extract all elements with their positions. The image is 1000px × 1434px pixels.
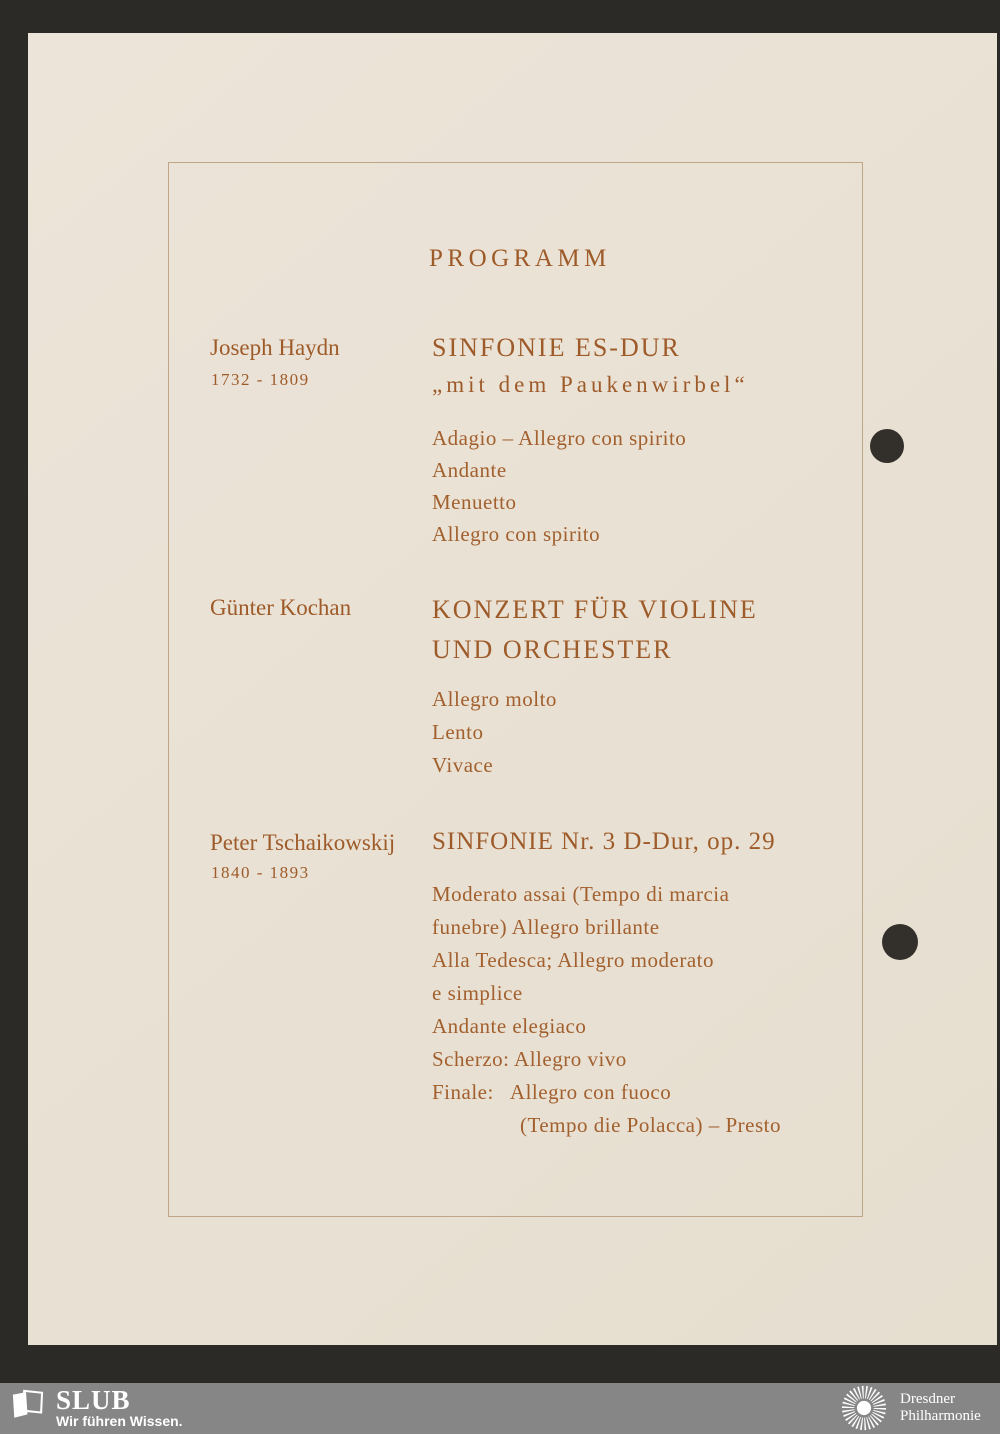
philharmonie-name (900, 1391, 981, 1425)
movement-line: Adagio – Allegro con spirito (432, 426, 687, 450)
punch-hole (882, 924, 918, 960)
punch-hole (870, 429, 904, 463)
philharmonie-name-line: Dresdner (900, 1391, 955, 1407)
program-page-scan (28, 33, 997, 1345)
movement-line: Lento (432, 720, 484, 744)
slub-logo[interactable] (10, 1386, 183, 1429)
movement-line: funebre) Allegro brillante (432, 915, 660, 939)
movement-line: Alla Tedesca; Allegro moderato (432, 948, 714, 972)
movement-line: (Tempo die Polacca) – Presto (520, 1113, 781, 1137)
work-title-line: KONZERT FÜR VIOLINE (432, 595, 758, 624)
movement-line: e simplice (432, 981, 523, 1005)
movement-line: Menuetto (432, 490, 517, 514)
slub-wordmark: SLUB (56, 1385, 131, 1415)
movement-list (432, 422, 686, 550)
work-title (432, 328, 749, 402)
program-heading: PROGRAMM (429, 245, 611, 272)
movement-list (432, 683, 557, 782)
movement-line: Allegro con spirito (432, 522, 601, 546)
slub-tagline: Wir führen Wissen. (56, 1413, 183, 1429)
composer-name: Günter Kochan (210, 595, 352, 620)
philharmonie-logo[interactable] (840, 1384, 981, 1432)
slub-text (56, 1386, 183, 1429)
movement-line: Vivace (432, 753, 494, 777)
movement-line: Moderato assai (Tempo di marcia (432, 882, 730, 906)
composer-dates: 1732 - 1809 (211, 370, 310, 389)
movement-line: Finale: Allegro con fuoco (432, 1080, 672, 1104)
work-title (432, 590, 758, 670)
composer-dates: 1840 - 1893 (211, 863, 310, 882)
work-title-line: SINFONIE ES-DUR (432, 333, 681, 362)
composer-name: Joseph Haydn (210, 335, 340, 360)
movement-line: Allegro molto (432, 687, 557, 711)
movement-list (432, 878, 781, 1142)
movement-line: Andante elegiaco (432, 1014, 587, 1038)
work-title (432, 828, 776, 856)
viewer-footer-bar (0, 1383, 1000, 1434)
movement-line: Scherzo: Allegro vivo (432, 1047, 627, 1071)
work-title-line: „mit dem Paukenwirbel“ (432, 372, 749, 397)
work-title-line: SINFONIE Nr. 3 D-Dur, op. 29 (432, 828, 776, 855)
slub-book-icon (10, 1389, 44, 1421)
philharmonie-starburst-icon (840, 1384, 888, 1432)
composer-name: Peter Tschaikowskij (210, 830, 396, 855)
movement-line: Andante (432, 458, 507, 482)
philharmonie-name-line: Philharmonie (900, 1408, 981, 1424)
work-title-line: UND ORCHESTER (432, 635, 673, 664)
